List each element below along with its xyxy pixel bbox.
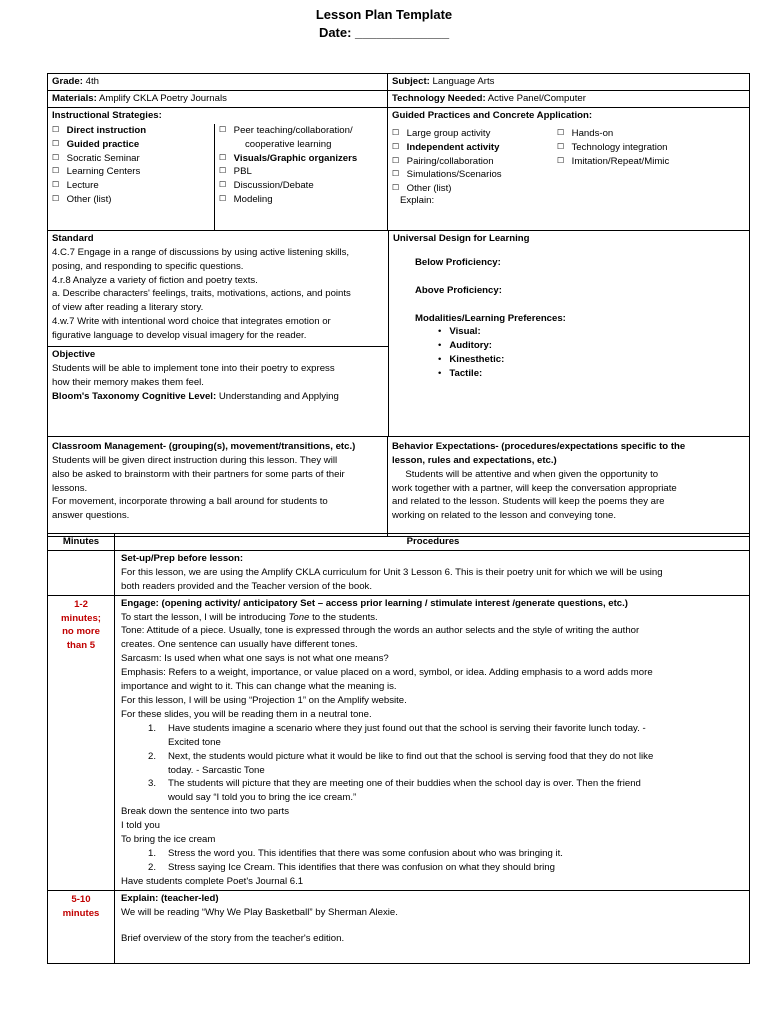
guided-item: Technology integration <box>571 141 668 153</box>
engage-line: For these slides, you will be reading them in a neutral tone. <box>121 708 372 720</box>
materials-cell <box>48 91 388 107</box>
udl-heading: Universal Design for Learning <box>393 232 530 244</box>
checkbox-icon[interactable]: ☐ <box>52 180 60 190</box>
materials-row <box>48 90 749 107</box>
standard-line: of view after reading a literary story. <box>52 302 204 314</box>
guided-item: Large group activity <box>406 127 491 139</box>
explain-line <box>121 919 745 932</box>
checkbox-icon[interactable]: ☐ <box>557 127 565 137</box>
classroom-line: Students will be given direct instruction during this lesson. They will <box>52 454 338 466</box>
list-text: Excited tone <box>168 736 221 748</box>
strategy-item: Lecture <box>66 180 99 192</box>
date-line: Date: _____________ <box>318 25 450 40</box>
engage-line: I told you <box>121 820 160 832</box>
engage-list-item <box>121 750 745 778</box>
strategy-item: Other (list) <box>66 194 112 206</box>
strategies-cell <box>48 108 388 230</box>
strategy-item: Direct instruction <box>66 124 147 136</box>
udl-above: Above Proficiency: <box>415 284 502 296</box>
strategies-heading: Instructional Strategies: <box>52 109 162 121</box>
checkbox-icon[interactable]: ☐ <box>219 180 227 190</box>
grade-label: Grade: <box>52 76 83 87</box>
classroom-cell <box>48 437 388 536</box>
bullet-icon: • <box>438 340 442 352</box>
checkbox-icon[interactable]: ☐ <box>392 183 400 193</box>
engage-intro-italic: Tone <box>288 611 310 623</box>
bullet-icon: • <box>438 326 442 338</box>
technology-label: Technology Needed: <box>392 92 486 104</box>
classroom-heading: Classroom Management- (grouping(s), movement/transitions, etc.) <box>52 440 356 452</box>
engage-minutes-line: minutes; <box>61 612 101 624</box>
guided-heading: Guided Practices and Concrete Application: <box>392 109 593 121</box>
standard-objective-col <box>48 231 389 436</box>
guided-explain: Explain: <box>400 195 435 207</box>
engage-minutes-line: no more <box>62 626 100 638</box>
behavior-line: Students will be attentive and when given the opportunity to <box>392 468 659 480</box>
setup-line: For this lesson, we are using the Amplify CKLA curriculum for Unit 3 Lesson 6. This is their poetry unit for which we will be using <box>121 566 663 578</box>
strategy-item: Visuals/Graphic organizers <box>233 152 358 164</box>
list-text: Have students imagine a scenario where they just found out that the school is serving their favorite lunch today. - <box>168 722 646 734</box>
explain-minutes-line: 5-10 <box>71 893 91 905</box>
minutes-header: Minutes <box>48 534 115 550</box>
checkbox-icon[interactable]: ☐ <box>52 138 60 148</box>
udl-below: Below Proficiency: <box>415 256 501 268</box>
checkbox-icon[interactable]: ☐ <box>52 194 60 204</box>
engage-line: Emphasis: Refers to a weight, importance, or value placed on a word, symbol, or idea. Adding emphasis to a word adds more <box>121 667 653 679</box>
checkbox-icon[interactable]: ☐ <box>219 166 227 176</box>
subject-label: Subject: <box>392 76 430 87</box>
setup-row <box>48 550 749 595</box>
materials-label: Materials: <box>52 92 97 104</box>
materials-value: Amplify CKLA Poetry Journals <box>98 92 227 104</box>
checkbox-icon[interactable]: ☐ <box>557 141 565 151</box>
behavior-line: and related to the lesson. Students will keep the poems they are <box>392 496 665 508</box>
explain-minutes <box>48 891 115 963</box>
checkbox-icon[interactable]: ☐ <box>52 152 60 162</box>
guided-item: Simulations/Scenarios <box>406 169 502 181</box>
standard-line: 4.w.7 Write with intentional word choice that integrates emotion or <box>52 316 331 328</box>
checkbox-icon[interactable]: ☐ <box>219 152 227 162</box>
grade-value: 4th <box>85 76 99 87</box>
setup-cell <box>115 551 749 595</box>
setup-line: both readers provided and the Teacher version of the book. <box>121 580 373 592</box>
strategy-item: Guided practice <box>66 138 140 150</box>
engage-heading: Engage: (opening activity/ anticipatory Set – access prior learning / stimulate interest /generate questions, etc.) <box>121 597 629 609</box>
bullet-icon: • <box>438 368 442 380</box>
behavior-line: working on related to the lesson and conveying tone. <box>392 510 617 522</box>
explain-minutes-line: minutes <box>62 907 100 919</box>
list-number: 1. <box>147 847 156 859</box>
engage-list-item <box>121 861 745 875</box>
standard-line: posing, and responding to specific questions. <box>52 260 244 272</box>
strategies-left <box>48 124 215 230</box>
guided-item: Other (list) <box>406 183 452 195</box>
strategies-row <box>48 107 749 230</box>
standard-cell <box>48 231 388 346</box>
title-text: Lesson Plan Template <box>315 7 453 22</box>
explain-line: We will be reading “Why We Play Basketball” by Sherman Alexie. <box>121 906 398 918</box>
standard-line: figurative language to develop visual imagery for the reader. <box>52 330 307 342</box>
checkbox-icon[interactable]: ☐ <box>219 194 227 204</box>
checkbox-icon[interactable]: ☐ <box>52 124 60 134</box>
list-number: 2. <box>147 861 156 873</box>
engage-line <box>121 611 745 625</box>
subject-value: Language Arts <box>432 76 495 87</box>
strategy-item: Modeling <box>233 194 273 206</box>
list-text: Stress the word you. This identifies that there was some confusion about who was bringing it. <box>168 847 563 859</box>
strategies-right <box>215 124 387 230</box>
checkbox-icon[interactable]: ☐ <box>219 124 227 134</box>
guided-item: Hands-on <box>571 127 614 139</box>
strategy-item: Peer teaching/collaboration/ <box>233 124 353 136</box>
list-text: would say “I told you to bring the ice cream.” <box>168 792 357 804</box>
engage-intro: To start the lesson, I will be introducing <box>121 611 289 623</box>
objective-line: how their memory makes them feel. <box>52 376 204 388</box>
behavior-heading: lesson, rules and expectations, etc.) <box>392 454 557 466</box>
explain-line: Brief overview of the story from the teacher's edition. <box>121 933 345 945</box>
classroom-line: lessons. <box>52 482 88 494</box>
list-text: Next, the students would picture what it would be like to find out that the school is serving food that they do not like <box>168 750 654 762</box>
objective-cell <box>48 346 388 436</box>
list-text: today. - Sarcastic Tone <box>168 764 265 776</box>
grade-subject-row <box>48 74 749 90</box>
engage-line: creates. One sentence can usually have different tones. <box>121 639 358 651</box>
page-title <box>0 6 768 42</box>
behavior-line: work together with a partner, will keep the conversation appropriate <box>392 482 677 494</box>
procedures-header: Procedures <box>406 536 460 547</box>
procedures-header-row <box>48 534 749 550</box>
technology-value: Active Panel/Computer <box>487 92 586 104</box>
guided-right <box>557 127 745 197</box>
checkbox-icon[interactable]: ☐ <box>392 127 400 137</box>
strategy-item: Socratic Seminar <box>66 152 140 164</box>
engage-minutes-line: 1-2 <box>74 598 88 610</box>
strategy-item: PBL <box>233 166 252 178</box>
engage-list-item <box>121 847 745 861</box>
bloom-label: Bloom's Taxonomy Cognitive Level: <box>52 390 217 402</box>
setup-minutes <box>48 551 115 595</box>
classroom-line: also be asked to brainstorm with their partners for some parts of their <box>52 468 345 480</box>
technology-cell <box>388 91 749 107</box>
guided-item: Independent activity <box>406 141 500 153</box>
engage-line: Tone: Attitude of a piece. Usually, tone is expressed through the words an author selects and the style of writing the author <box>121 625 640 637</box>
list-text: Stress saying Ice Cream. This identifies that there was confusion on what they should bring <box>168 861 555 873</box>
engage-row <box>48 595 749 890</box>
engage-line: To bring the ice cream <box>121 834 216 846</box>
classroom-line: answer questions. <box>52 510 130 522</box>
guided-item: Pairing/collaboration <box>406 155 494 167</box>
strategy-item: Learning Centers <box>66 166 141 178</box>
behavior-cell <box>388 437 749 536</box>
standard-heading: Standard <box>52 232 94 244</box>
udl-bullet: Tactile: <box>449 368 483 380</box>
udl-bullet: Kinesthetic: <box>449 354 505 366</box>
list-number: 1. <box>147 722 156 734</box>
standard-line: a. Describe characters' feelings, traits, motivations, actions, and points <box>52 288 351 300</box>
checkbox-icon[interactable]: ☐ <box>557 155 565 165</box>
standard-udl-row <box>48 230 749 436</box>
lesson-info-table <box>47 73 750 537</box>
subject-cell <box>388 74 749 90</box>
engage-intro-tail: to the students. <box>309 611 378 623</box>
engage-line: For this lesson, I will be using “Projection 1” on the Amplify website. <box>121 694 407 706</box>
explain-row <box>48 890 749 963</box>
objective-line: Students will be able to implement tone into their poetry to express <box>52 362 335 374</box>
checkbox-icon[interactable]: ☐ <box>392 155 400 165</box>
setup-heading: Set-up/Prep before lesson: <box>121 552 244 564</box>
classroom-line: For movement, incorporate throwing a ball around for students to <box>52 496 328 508</box>
checkbox-icon[interactable]: ☐ <box>392 141 400 151</box>
engage-cell <box>115 596 749 890</box>
objective-heading: Objective <box>52 348 96 360</box>
explain-heading: Explain: (teacher-led) <box>121 892 219 904</box>
explain-cell <box>115 891 749 963</box>
bloom-value: Understanding and Applying <box>218 390 339 402</box>
engage-list-item <box>121 722 745 750</box>
list-number: 2. <box>147 750 156 762</box>
engage-line: importance and wight to it. This can change what the meaning is. <box>121 681 397 693</box>
engage-minutes <box>48 596 115 890</box>
checkbox-icon[interactable]: ☐ <box>392 169 400 179</box>
management-row <box>48 436 749 536</box>
list-text: The students will picture that they are meeting one of their buddies when the school day is over. Then the friend <box>168 778 641 790</box>
procedures-table <box>47 533 750 964</box>
guided-left <box>392 127 557 197</box>
udl-bullet: Auditory: <box>449 340 492 352</box>
checkbox-icon[interactable]: ☐ <box>52 166 60 176</box>
standard-line: 4.C.7 Engage in a range of discussions by using active listening skills, <box>52 246 350 258</box>
strategy-item: Discussion/Debate <box>233 180 314 192</box>
bullet-icon: • <box>438 354 442 366</box>
grade-cell <box>48 74 388 90</box>
engage-line: Sarcasm: Is used when what one says is not what one means? <box>121 653 389 665</box>
engage-minutes-line: than 5 <box>66 640 96 652</box>
list-number: 3. <box>147 778 156 790</box>
udl-cell <box>389 231 749 436</box>
engage-list-item <box>121 777 745 805</box>
engage-line: Have students complete Poet's Journal 6.1 <box>121 875 304 887</box>
guided-item: Imitation/Repeat/Mimic <box>571 155 670 167</box>
guided-cell <box>388 108 749 230</box>
udl-modalities: Modalities/Learning Preferences: <box>415 312 566 324</box>
udl-bullet: Visual: <box>449 326 481 338</box>
strategy-item: cooperative learning <box>245 138 332 150</box>
engage-line: Break down the sentence into two parts <box>121 806 289 818</box>
standard-line: 4.r.8 Analyze a variety of fiction and poetry texts. <box>52 274 258 286</box>
behavior-heading: Behavior Expectations- (procedures/expectations specific to the <box>392 440 686 452</box>
